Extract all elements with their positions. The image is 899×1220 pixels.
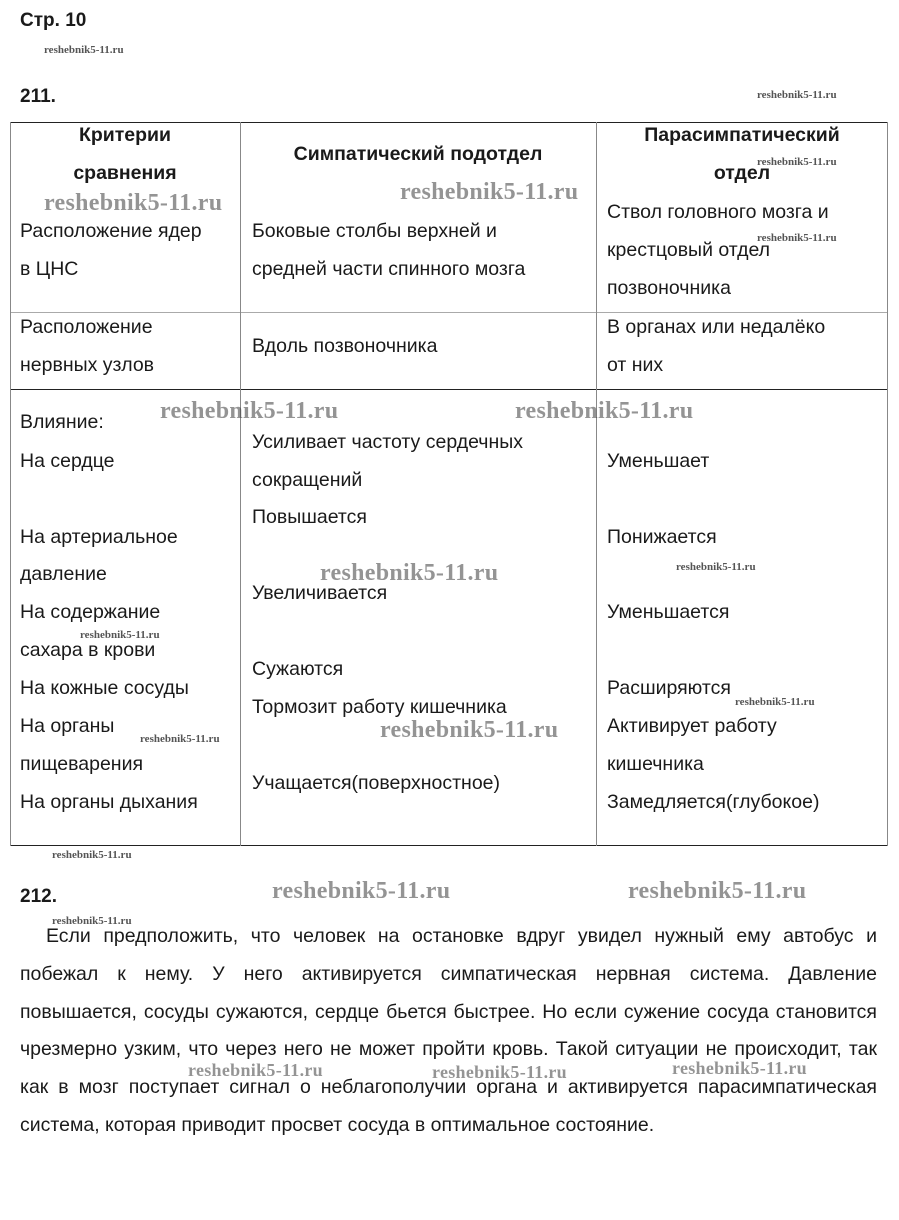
row3-parasympathetic-item: Активирует работу bbox=[607, 715, 777, 737]
row1-sympathetic: Боковые столбы верхней и средней части спинного мозга bbox=[252, 220, 526, 280]
row3-criteria-item: На органы дыхания bbox=[20, 791, 198, 813]
row1-parasympathetic: Ствол головного мозга и крестцовый отдел позвоночника bbox=[607, 201, 829, 299]
watermark: reshebnik5-11.ru bbox=[320, 560, 499, 586]
row3-criteria-item: Влияние: bbox=[20, 411, 104, 433]
row3-criteria-item: На сердце bbox=[20, 450, 115, 472]
watermark: reshebnik5-11.ru bbox=[757, 89, 837, 101]
watermark: reshebnik5-11.ru bbox=[757, 156, 837, 168]
watermark: reshebnik5-11.ru bbox=[628, 878, 807, 904]
task-212-number: 212. bbox=[20, 886, 57, 907]
watermark: reshebnik5-11.ru bbox=[432, 1062, 567, 1082]
row3-parasympathetic-item: Уменьшается bbox=[607, 601, 730, 623]
table-row-divider bbox=[10, 389, 888, 390]
row1-criteria: Расположение ядер в ЦНС bbox=[20, 220, 202, 280]
row3-criteria-item: пищеварения bbox=[20, 753, 144, 775]
header-sympathetic: Симпатический подотдел bbox=[293, 143, 543, 165]
row3-sympathetic-item: сокращений bbox=[252, 469, 363, 491]
watermark: reshebnik5-11.ru bbox=[676, 561, 756, 573]
watermark: reshebnik5-11.ru bbox=[140, 733, 220, 745]
watermark: reshebnik5-11.ru bbox=[735, 696, 815, 708]
row3-criteria-item: На артериальное bbox=[20, 526, 178, 548]
watermark: reshebnik5-11.ru bbox=[272, 878, 451, 904]
watermark: reshebnik5-11.ru bbox=[672, 1058, 807, 1078]
watermark: reshebnik5-11.ru bbox=[400, 179, 579, 205]
row3-sympathetic-item: Тормозит работу кишечника bbox=[252, 696, 507, 718]
page-label: Стр. 10 bbox=[20, 10, 87, 31]
row3-sympathetic-item: Сужаются bbox=[252, 658, 344, 680]
row3-criteria-item: На органы bbox=[20, 715, 115, 737]
watermark: reshebnik5-11.ru bbox=[52, 915, 132, 927]
header-criteria: Критерии сравнения bbox=[73, 124, 177, 184]
row3-criteria-item: На содержание bbox=[20, 601, 161, 623]
watermark: reshebnik5-11.ru bbox=[80, 629, 160, 641]
table-border-right bbox=[887, 122, 888, 846]
row3-sympathetic-item: Увеличивается bbox=[252, 582, 388, 604]
row3-criteria-item: давление bbox=[20, 563, 107, 585]
watermark: reshebnik5-11.ru bbox=[160, 398, 339, 424]
row3-parasympathetic-item: Расширяются bbox=[607, 677, 731, 699]
watermark: reshebnik5-11.ru bbox=[757, 232, 837, 244]
watermark: reshebnik5-11.ru bbox=[188, 1060, 323, 1080]
table-col-divider bbox=[596, 122, 597, 846]
answer-paragraph: Если предположить, что человек на остановке вдруг увидел нужный ему автобус и побежал к нему. У него активируется симпатическая нервная система. Давление повышается, сосуды сужаются, сердце бьется быстрее. Но если сужение сосуда становится чрезмерно узким, что через него не может пройти кровь. Такой ситуации не происходит, так как в мозг поступает сигнал о неблагополучии органа и активируется парасимпатическая система, которая приводит просвет сосуда в оптимальное состояние. bbox=[20, 925, 877, 1136]
row3-criteria-item: На кожные сосуды bbox=[20, 677, 189, 699]
row3-criteria-item: сахара в крови bbox=[20, 639, 156, 661]
row3-sympathetic-item: Усиливает частоту сердечных bbox=[252, 431, 523, 453]
header-parasympathetic: Парасимпатический отдел bbox=[644, 124, 840, 184]
watermark: reshebnik5-11.ru bbox=[44, 44, 124, 56]
watermark: reshebnik5-11.ru bbox=[44, 190, 223, 216]
row3-parasympathetic-item: Уменьшает bbox=[607, 450, 710, 472]
task-211-number: 211. bbox=[20, 86, 56, 107]
watermark: reshebnik5-11.ru bbox=[52, 849, 132, 861]
row3-sympathetic-item: Повышается bbox=[252, 506, 367, 528]
table-col-divider bbox=[240, 122, 241, 846]
row2-sympathetic: Вдоль позвоночника bbox=[252, 335, 438, 357]
table-border-bottom bbox=[10, 845, 888, 846]
task-212-answer bbox=[20, 918, 877, 1145]
row3-parasympathetic-item: Замедляется(глубокое) bbox=[607, 791, 820, 813]
row3-parasympathetic-item: Понижается bbox=[607, 526, 717, 548]
row3-sympathetic-item: Учащается(поверхностное) bbox=[252, 772, 501, 794]
watermark: reshebnik5-11.ru bbox=[380, 717, 559, 743]
watermark: reshebnik5-11.ru bbox=[515, 398, 694, 424]
row2-parasympathetic: В органах или недалёко от них bbox=[607, 316, 826, 376]
table-border-left bbox=[10, 122, 11, 846]
row2-criteria: Расположение нервных узлов bbox=[20, 316, 155, 376]
row3-parasympathetic-item: кишечника bbox=[607, 753, 704, 775]
